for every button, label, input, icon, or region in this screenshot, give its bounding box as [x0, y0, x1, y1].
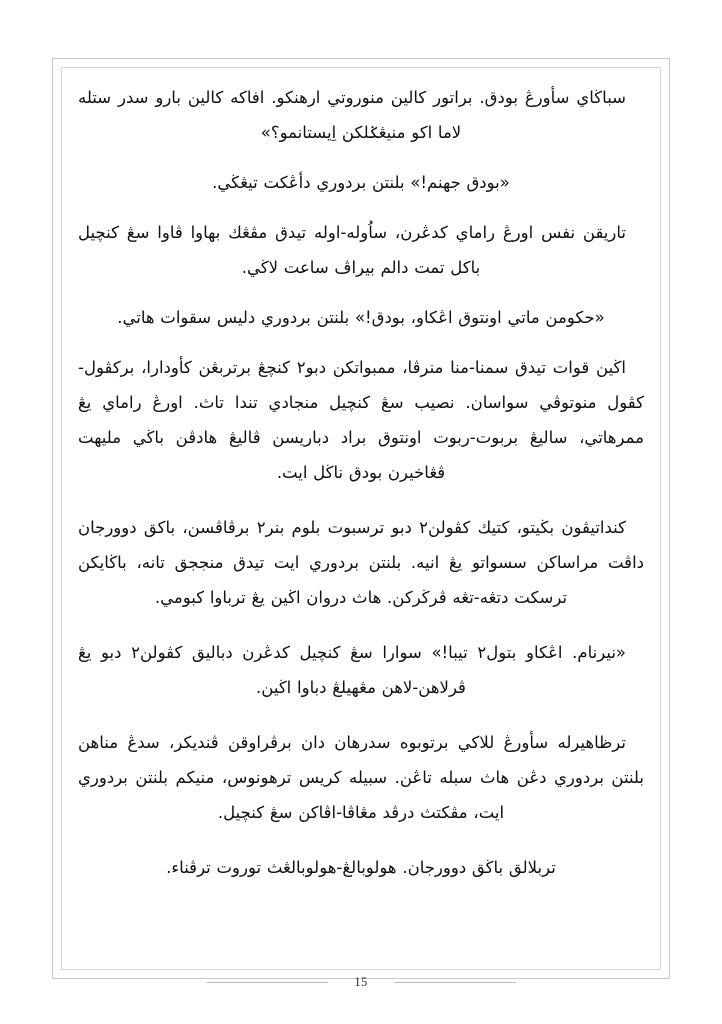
- paragraph-spacer: [78, 200, 644, 215]
- paragraph-9: تربلالق باڬق دوورجان. هولوبالڠ-هولوبالڠث توروت ترڤناء.: [166, 858, 556, 877]
- paragraph-7: «نيرنام. اڠكاو بتول٢ تيبا!» سوارا سڠ كنچيل كدڠرن دباليق كڤولن٢ دبو يڠ ڤرلاهن-لاهن مڠهيلڠ دباوا اڬين.: [78, 643, 627, 697]
- page-text-body: [78, 80, 644, 885]
- paragraph-2-dialogue: «بودق جهنم!» بلنتن بردوري دأڠكت تيڠڬي.: [212, 173, 510, 192]
- paragraph-1: سباڬاي سأورڠ بودق. براتور كالين منوروتي ارهنكو. افاكه كالين بارو سدر ستله لاما اكو منيڠݢلكن اِيستانمو؟»: [78, 88, 626, 142]
- paragraph-spacer: [78, 830, 644, 850]
- paragraph-spacer: [78, 490, 644, 510]
- paragraph-6: كنداتيڤون بڬيتو، كتيك كڤولن٢ دبو ترسبوت بلوم بنر٢ برڤاڤسن، باكق دوورجان داڤت مراساكن سسواتو يڠ انيه. بلنتن بردوري ايت تيدق منججق تانه، باڬايكن ترسكت دتڠه-تڠه ڤرڬركن. هاث دروان اڬين يڠ ترباوا كبومي.: [78, 518, 644, 607]
- footer-rule-left: [206, 982, 328, 983]
- paragraph-3: تاريقن نفس اورڠ راماي كدڠرن، ساُوله-اوله تيدق مڤڠك بهاوا ڤاوا سڠ كنچيل باكل تمت دالم بيراڤ ساعت لاڬي.: [78, 223, 626, 277]
- footer-rule-right: [394, 982, 516, 983]
- paragraph-8: ترظاهيرله سأورڠ للاكي برتوبوه سدرهان دان برڤراوقن ڤنديكر، سدڠ مناهن بلنتن بردوري دڠن هاث سبله تاڠن. سبيله كريس ترهونوس، منيكم بلنتن بردوري ايت، مڤكتث درڤد مڠاڤا-اڤاكن سڠ كنچيل.: [78, 733, 644, 822]
- paragraph-spacer: [78, 150, 644, 165]
- paragraph-spacer: [78, 615, 644, 635]
- paragraph-spacer: [78, 705, 644, 725]
- paragraph-5: اڬين قوات تيدق سمنا-منا منرڤا، ممبواتكن دبو٢ كنچڠ برتربڠن كأودارا، بركڤول-كڤول منوتوڤي سواسان. نصيب سڠ كنچيل منجادي تندا تاث. اورڠ راماي يڠ ممرهاتي، ساليڠ بربوت-ربوت اونتوق براد دباريسن ڤاليڠ هادڤن باڬي مليهت ڤڠاخيرن بودق ناڬل ايت.: [78, 358, 644, 482]
- page-footer: [0, 962, 722, 1002]
- paragraph-spacer: [78, 335, 644, 350]
- paragraph-4-dialogue: «حكومن ماتي اونتوق اڠكاو، بودق!» بلنتن بردوري دليس سقوات هاتي.: [117, 308, 605, 327]
- page-number: 15: [354, 974, 368, 989]
- paragraph-spacer: [78, 285, 644, 300]
